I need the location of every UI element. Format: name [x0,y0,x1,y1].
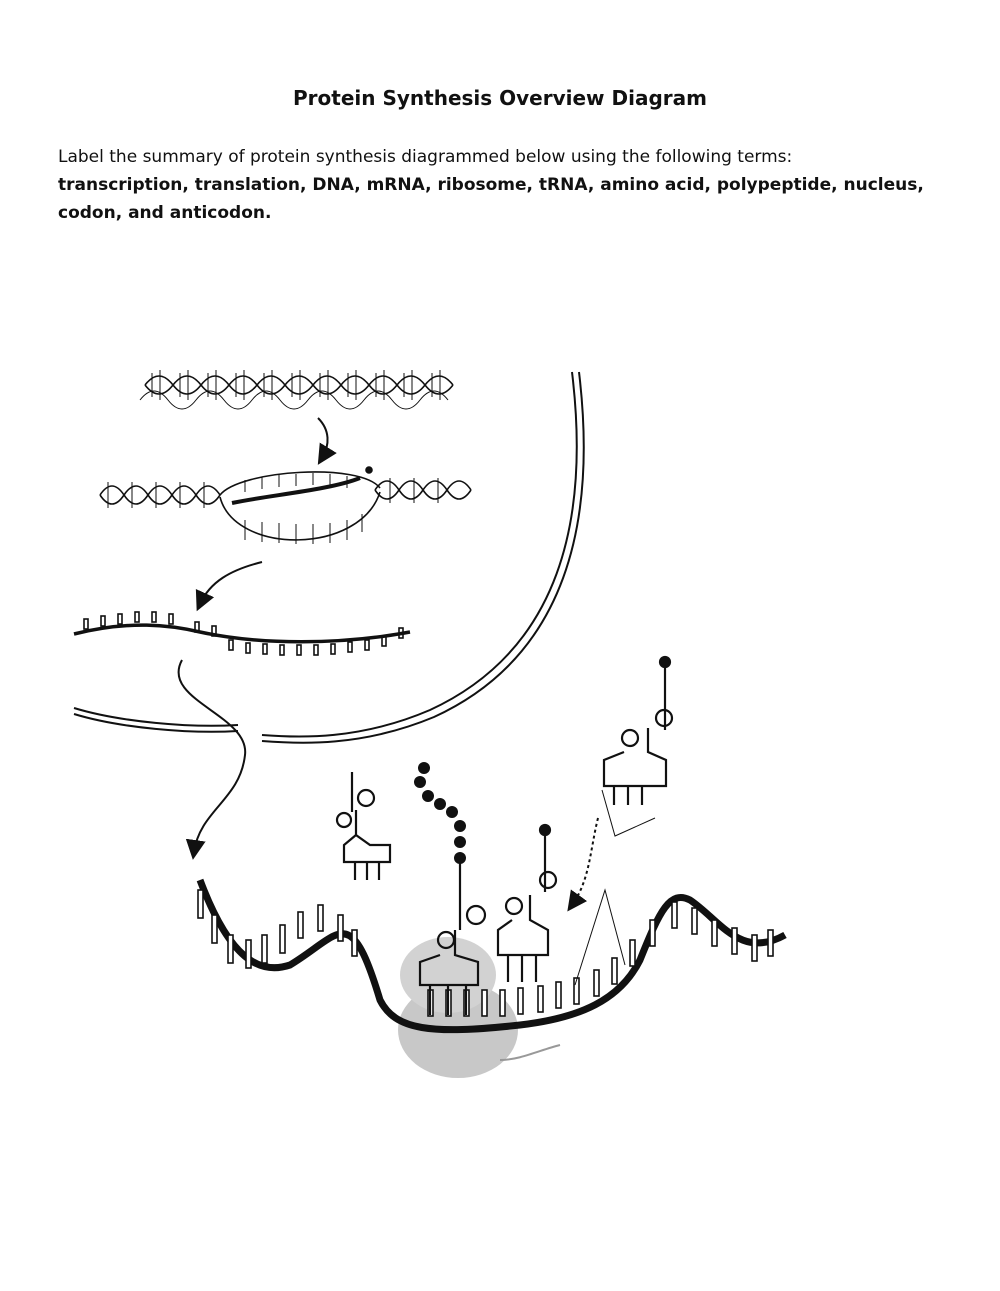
instructions-intro: Label the summary of protein synthesis diagrammed below using the following terms: [58,147,793,167]
nuclear-envelope [74,372,584,743]
dna-double-helix [140,370,453,409]
term-list: transcription, translation, DNA, mRNA, ribosome, tRNA, amino acid, polypeptide, nucleus, codon, and anticodon. [58,175,924,223]
trna-incoming [604,657,672,805]
mrna-strand-nucleus [74,612,410,655]
arrow-trna-incoming [572,818,598,905]
arrow-dna-to-transcription [318,418,328,458]
trna-left-floating [337,772,390,880]
polypeptide-chain [414,762,466,864]
page-title: Protein Synthesis Overview Diagram [293,86,707,110]
arrow-to-mrna [200,562,262,604]
arrow-mrna-to-cytoplasm [179,660,246,852]
trna-in-ribosome-a-site [498,825,556,982]
transcription-bubble [100,467,471,544]
